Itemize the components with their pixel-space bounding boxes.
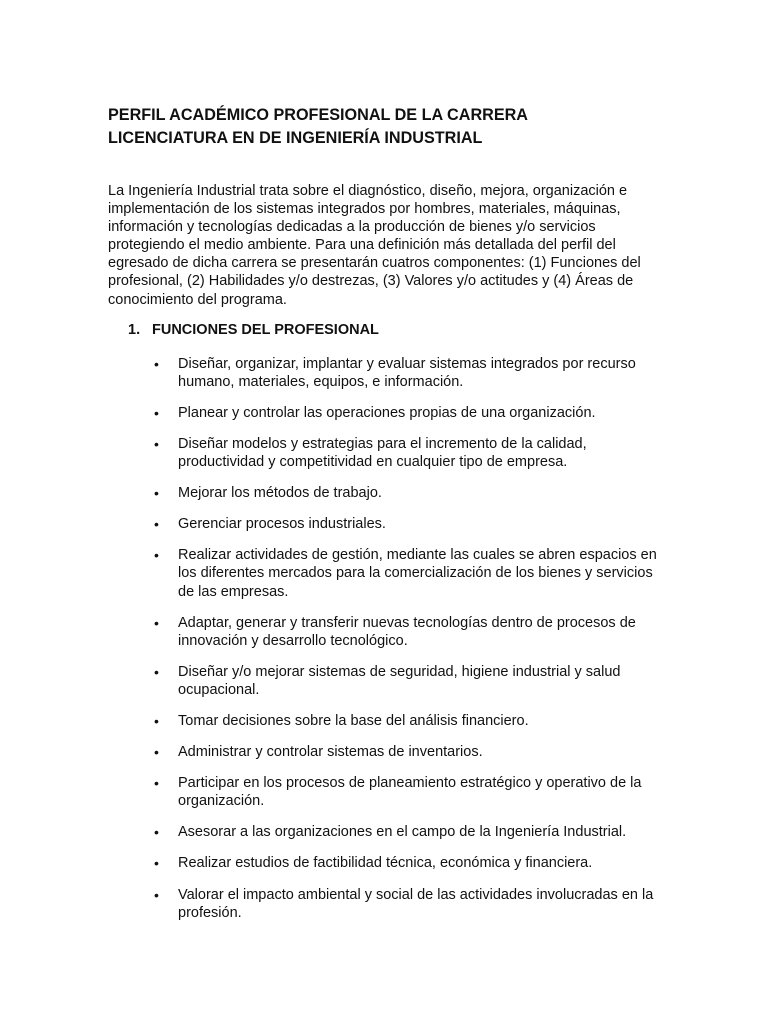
bullet-icon: • — [154, 712, 159, 729]
bullet-icon: • — [154, 744, 159, 761]
list-item-text: Tomar decisiones sobre la base del análisis financiero. — [178, 712, 529, 729]
list-item — [108, 404, 664, 422]
bullet-icon: • — [154, 855, 159, 872]
title-line-2: LICENCIATURA EN DE INGENIERÍA INDUSTRIAL — [108, 129, 483, 147]
document-title — [108, 104, 664, 150]
bullet-icon: • — [154, 355, 159, 372]
document-page — [108, 104, 664, 935]
bullet-icon: • — [154, 824, 159, 841]
list-item-text: Diseñar y/o mejorar sistemas de seguridad, higiene industrial y salud ocupacional. — [178, 663, 621, 698]
list-item-text: Planear y controlar las operaciones propias de una organización. — [178, 404, 596, 421]
list-item — [108, 515, 664, 533]
intro-paragraph: La Ingeniería Industrial trata sobre el diagnóstico, diseño, mejora, organización e implementación de los sistemas integrados por hombres, materiales, máquinas, información y tecnologías dedicadas a la producción de bienes y/o servicios protegiendo el medio ambiente. Para una definición más detallada del perfil del egresado de dicha carrera se presentarán cuatros componentes: (1) Funciones del profesional, (2) Habilidades y/o destrezas, (3) Valores y/o actitudes y (4) Áreas de conocimiento del programa. — [108, 183, 641, 308]
list-item-text: Administrar y controlar sistemas de inventarios. — [178, 744, 483, 761]
list-item — [108, 774, 664, 810]
list-item-text: Valorar el impacto ambiental y social de las actividades involucradas en la profesión. — [178, 886, 654, 921]
list-item-text: Asesorar a las organizaciones en el campo de la Ingeniería Industrial. — [178, 824, 627, 841]
section-title: FUNCIONES DEL PROFESIONAL — [152, 321, 379, 338]
list-item — [108, 484, 664, 502]
list-item-text: Realizar actividades de gestión, mediante las cuales se abren espacios en los diferentes mercados para la comercialización de los bienes y servicios de las empresas. — [178, 547, 657, 600]
bullet-icon: • — [154, 435, 159, 452]
bullet-icon: • — [154, 775, 159, 792]
list-item — [108, 823, 664, 841]
list-item — [108, 712, 664, 730]
section-heading — [128, 321, 664, 339]
list-item-text: Gerenciar procesos industriales. — [178, 516, 386, 533]
functions-list — [108, 355, 664, 922]
section-number: 1. — [128, 321, 141, 338]
list-item — [108, 435, 664, 471]
bullet-icon: • — [154, 404, 159, 421]
list-item-text: Participar en los procesos de planeamiento estratégico y operativo de la organización. — [178, 775, 642, 810]
list-item — [108, 663, 664, 699]
list-item — [108, 886, 664, 922]
list-item — [108, 854, 664, 872]
list-item-text: Adaptar, generar y transferir nuevas tecnologías dentro de procesos de innovación y desarrollo tecnológico. — [178, 614, 636, 649]
bullet-icon: • — [154, 485, 159, 502]
list-item — [108, 614, 664, 650]
bullet-icon: • — [154, 614, 159, 631]
title-line-1: PERFIL ACADÉMICO PROFESIONAL DE LA CARRERA — [108, 106, 528, 124]
list-item — [108, 743, 664, 761]
list-item-text: Diseñar, organizar, implantar y evaluar sistemas integrados por recurso humano, materiales, equipos, e información. — [178, 355, 636, 390]
list-item-text: Diseñar modelos y estrategias para el incremento de la calidad, productividad y competitividad en cualquier tipo de empresa. — [178, 435, 587, 471]
list-item — [108, 546, 664, 600]
bullet-icon: • — [154, 516, 159, 533]
bullet-icon: • — [154, 547, 159, 564]
bullet-icon: • — [154, 886, 159, 903]
list-item-text: Realizar estudios de factibilidad técnica, económica y financiera. — [178, 855, 593, 872]
bullet-icon: • — [154, 663, 159, 680]
list-item-text: Mejorar los métodos de trabajo. — [178, 485, 382, 502]
list-item — [108, 355, 664, 391]
